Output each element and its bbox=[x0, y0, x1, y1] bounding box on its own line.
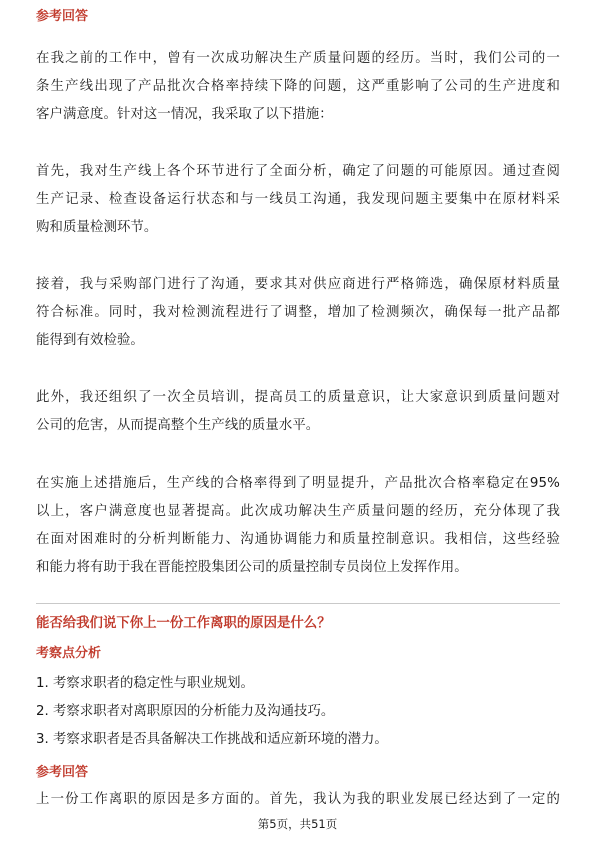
answer-paragraph-q2 bbox=[36, 786, 560, 814]
interview-question: 能否给我们说下你上一份工作离职的原因是什么？ bbox=[36, 616, 331, 631]
answer-paragraph-1 bbox=[36, 45, 560, 129]
text-line: 生产记录、检查设备运行状态和与一线员工沟通，我发现问题主要集中在原材料采 bbox=[36, 192, 560, 207]
analysis-heading: 考察点分析 bbox=[36, 646, 102, 661]
reference-answer-heading: 参考回答 bbox=[36, 9, 89, 24]
text-line: 客户满意度。针对这一情况，我采取了以下措施： bbox=[36, 107, 333, 122]
text-line: 此外，我还组织了一次全员培训，提高员工的质量意识，让大家意识到质量问题对 bbox=[36, 390, 560, 405]
analysis-item-1: 1. 考察求职者的稳定性与职业规划。 bbox=[36, 676, 254, 691]
text-line: 在面对困难时的分析判断能力、沟通协调能力和质量控制意识。我相信，这些经验 bbox=[36, 532, 560, 547]
section-divider bbox=[36, 603, 560, 604]
page-footer: 第5页，共51页 bbox=[257, 817, 338, 831]
text-line: 首先，我对生产线上各个环节进行了全面分析，确定了问题的可能原因。通过查阅 bbox=[36, 164, 560, 179]
text-line: 上一份工作离职的原因是多方面的。首先，我认为我的职业发展已经达到了一定的 bbox=[36, 792, 560, 807]
answer-paragraph-4 bbox=[36, 384, 560, 440]
analysis-item-2: 2. 考察求职者对离职原因的分析能力及沟通技巧。 bbox=[36, 704, 335, 719]
analysis-item-3: 3. 考察求职者是否具备解决工作挑战和适应新环境的潜力。 bbox=[36, 732, 388, 747]
text-line: 在我之前的工作中，曾有一次成功解决生产质量问题的经历。当时，我们公司的一 bbox=[36, 51, 560, 66]
text-line: 购和质量检测环节。 bbox=[36, 220, 158, 235]
reference-answer-heading-2: 参考回答 bbox=[36, 765, 89, 780]
answer-paragraph-5 bbox=[36, 470, 560, 582]
answer-paragraph-3 bbox=[36, 271, 560, 355]
text-line: 能得到有效检验。 bbox=[36, 333, 144, 348]
text-line: 和能力将有助于我在晋能控股集团公司的质量控制专员岗位上发挥作用。 bbox=[36, 560, 468, 575]
answer-paragraph-2 bbox=[36, 158, 560, 242]
text-line: 在实施上述措施后，生产线的合格率得到了明显提升，产品批次合格率稳定在95% bbox=[36, 476, 560, 491]
text-line: 符合标准。同时，我对检测流程进行了调整，增加了检测频次，确保每一批产品都 bbox=[36, 305, 560, 320]
text-line: 接着，我与采购部门进行了沟通，要求其对供应商进行严格筛选，确保原材料质量 bbox=[36, 277, 560, 292]
text-line: 以上，客户满意度也显著提高。此次成功解决生产质量问题的经历，充分体现了我 bbox=[36, 504, 560, 519]
text-line: 条生产线出现了产品批次合格率持续下降的问题，这严重影响了公司的生产进度和 bbox=[36, 79, 560, 94]
text-line: 公司的危害，从而提高整个生产线的质量水平。 bbox=[36, 418, 320, 433]
